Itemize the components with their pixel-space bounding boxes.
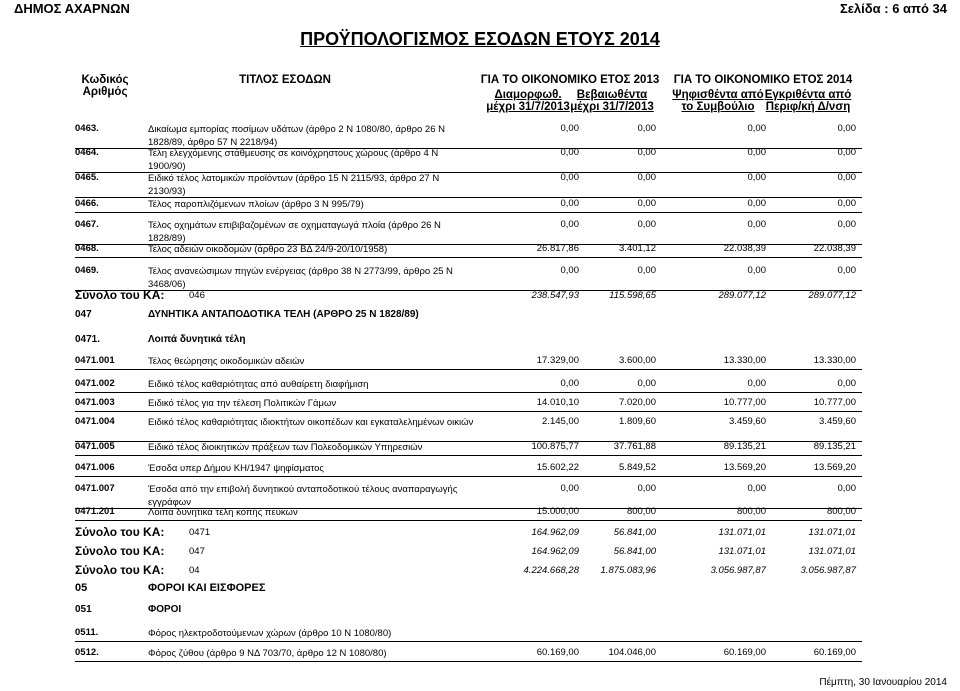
row-code: 0466. xyxy=(75,198,99,209)
row-value: 0,00 xyxy=(560,147,579,158)
row-divider xyxy=(75,520,862,521)
row-value: 0,00 xyxy=(560,123,579,134)
total-value: 131.071,01 xyxy=(718,527,766,538)
row-value: 0,00 xyxy=(837,123,856,134)
row-value: 13.330,00 xyxy=(723,355,766,366)
row-code: 0468. xyxy=(75,243,99,254)
total-code: 046 xyxy=(189,290,205,301)
row-code: 0471.201 xyxy=(75,506,115,517)
row-value: 13.330,00 xyxy=(813,355,856,366)
row-value: 17.329,00 xyxy=(536,355,579,366)
total-value: 131.071,01 xyxy=(718,546,766,557)
total-code: 0471 xyxy=(189,527,211,538)
row-description: Λοιπά δυνητικά τέλη κοπής πεύκων xyxy=(148,507,298,518)
row-value: 7.020,00 xyxy=(619,397,656,408)
page-title: ΠΡΟΫΠΟΛΟΓΙΣΜΟΣ ΕΣΟΔΩΝ ΕΤΟΥΣ 2014 xyxy=(300,29,660,49)
row-value: 22.038,39 xyxy=(813,243,856,254)
row-value: 13.569,20 xyxy=(813,462,856,473)
row-value: 0,00 xyxy=(747,123,766,134)
row-description: Ειδικό τέλος καθαριότητας ιδιοκτήτων οικοπέδων και εγκαταλελημένων οικιών xyxy=(148,417,474,428)
row-value: 22.038,39 xyxy=(723,243,766,254)
total-value: 164.962,09 xyxy=(531,527,579,538)
row-divider xyxy=(75,392,862,393)
row-value: 0,00 xyxy=(747,265,766,276)
row-divider xyxy=(75,455,862,456)
row-value: 0,00 xyxy=(637,265,656,276)
total-value: 56.841,00 xyxy=(613,527,656,538)
total-label: Σύνολο του ΚΑ: xyxy=(75,288,165,302)
row-value: 37.761,88 xyxy=(613,441,656,452)
section-title: Λοιπά δυνητικά τέλη xyxy=(148,334,246,345)
section-code: 05 xyxy=(75,582,88,594)
row-value: 800,00 xyxy=(626,506,656,517)
total-value: 131.071,01 xyxy=(808,546,856,557)
row-value: 60.169,00 xyxy=(813,647,856,658)
row-code: 0512. xyxy=(75,647,99,658)
row-divider xyxy=(75,212,862,213)
row-value: 0,00 xyxy=(747,198,766,209)
row-value: 104.046,00 xyxy=(608,647,656,658)
row-value: 10.777,00 xyxy=(813,397,856,408)
row-divider xyxy=(75,257,862,258)
row-value: 0,00 xyxy=(837,172,856,183)
col-c3-header: Ψηφισθέντα από το Συμβούλιο xyxy=(672,89,764,113)
row-value: 0,00 xyxy=(560,172,579,183)
row-value: 0,00 xyxy=(560,265,579,276)
section-code: 0471. xyxy=(75,334,101,345)
row-description: Έσοδα υπερ Δήμου ΚΗ/1947 ψηφίσματος xyxy=(148,463,324,474)
row-divider xyxy=(75,369,862,370)
total-code: 04 xyxy=(189,565,200,576)
row-value: 60.169,00 xyxy=(536,647,579,658)
section-title: ΦΟΡΟΙ ΚΑΙ ΕΙΣΦΟΡΕΣ xyxy=(148,582,266,594)
row-description: Δικαίωμα εμπορίας ποσίμων υδάτων (άρθρο 2 Ν 1080/80, άρθρο 26 Ν 1828/89, άρθρο 57 Ν 2218/94) xyxy=(148,124,445,148)
row-value: 0,00 xyxy=(837,219,856,230)
row-value: 89.135,21 xyxy=(723,441,766,452)
row-value: 3.401,12 xyxy=(619,243,656,254)
row-value: 14.010,10 xyxy=(536,397,579,408)
col-c2-header: Βεβαιωθέντα μέχρι 31/7/2013 xyxy=(570,89,654,113)
row-value: 3.459,60 xyxy=(729,416,766,427)
row-value: 5.849,52 xyxy=(619,462,656,473)
col-2014-header: ΓΙΑ ΤΟ ΟΙΚΟΝΟΜΙΚΟ ΕΤΟΣ 2014 xyxy=(673,74,853,86)
col-code-header: Κωδικός Αριθμός xyxy=(81,74,129,98)
total-value: 1.875.083,96 xyxy=(600,565,656,576)
row-description: Ειδικό τέλος για την τέλεση Πολιτικών Γάμων xyxy=(148,398,337,409)
municipality-name: ΔΗΜΟΣ ΑΧΑΡΝΩΝ xyxy=(14,1,130,16)
row-code: 0471.001 xyxy=(75,355,115,366)
row-value: 100.875,77 xyxy=(531,441,579,452)
row-value: 3.600,00 xyxy=(619,355,656,366)
row-value: 0,00 xyxy=(637,172,656,183)
row-description: Τέλος οχημάτων επιβιβαζομένων σε οχηματαγωγά πλοία (άρθρο 26 Ν 1828/89) xyxy=(148,220,441,244)
row-value: 0,00 xyxy=(560,219,579,230)
row-value: 0,00 xyxy=(637,219,656,230)
total-value: 289.077,12 xyxy=(808,290,856,301)
row-value: 0,00 xyxy=(837,265,856,276)
row-value: 15.000,00 xyxy=(536,506,579,517)
row-code: 0471.006 xyxy=(75,462,115,473)
total-label: Σύνολο του ΚΑ: xyxy=(75,563,165,577)
row-value: 0,00 xyxy=(637,483,656,494)
row-description: Τέλη ελεγχόμενης στάθμευσης σε κοινόχρηστους χώρους (άρθρο 4 Ν 1900/90) xyxy=(148,148,439,172)
row-value: 13.569,20 xyxy=(723,462,766,473)
total-value: 131.071,01 xyxy=(808,527,856,538)
row-value: 10.777,00 xyxy=(723,397,766,408)
total-label: Σύνολο του ΚΑ: xyxy=(75,525,165,539)
row-value: 0,00 xyxy=(560,378,579,389)
row-divider xyxy=(75,476,862,477)
total-value: 164.962,09 xyxy=(531,546,579,557)
total-label: Σύνολο του ΚΑ: xyxy=(75,544,165,558)
total-value: 56.841,00 xyxy=(613,546,656,557)
row-description: Τέλος αδειών οικοδομών (άρθρο 23 ΒΔ 24/9-20/10/1958) xyxy=(148,244,388,255)
total-value: 4.224.668,28 xyxy=(523,565,579,576)
col-2013-header: ΓΙΑ ΤΟ ΟΙΚΟΝΟΜΙΚΟ ΕΤΟΣ 2013 xyxy=(480,74,660,86)
row-description: Φόρος ηλεκτροδοτούμενων χώρων (άρθρο 10 Ν 1080/80) xyxy=(148,628,392,639)
total-code: 047 xyxy=(189,546,205,557)
row-value: 26.817,86 xyxy=(536,243,579,254)
row-value: 2.145,00 xyxy=(542,416,579,427)
row-value: 0,00 xyxy=(837,378,856,389)
total-value: 3.056.987,87 xyxy=(800,565,856,576)
row-code: 0464. xyxy=(75,147,99,158)
row-divider xyxy=(75,411,862,412)
row-code: 0465. xyxy=(75,172,99,183)
row-value: 0,00 xyxy=(637,123,656,134)
total-value: 115.598,65 xyxy=(609,290,656,301)
row-value: 0,00 xyxy=(637,378,656,389)
row-code: 0471.002 xyxy=(75,378,115,389)
row-value: 0,00 xyxy=(747,172,766,183)
row-value: 0,00 xyxy=(747,378,766,389)
row-value: 89.135,21 xyxy=(813,441,856,452)
row-code: 0471.003 xyxy=(75,397,115,408)
row-description: Τέλος ανανεώσιμων πηγών ενέργειας (άρθρο 38 Ν 2773/99, άρθρο 25 Ν 3468/06) xyxy=(148,266,453,290)
col-c4-header: Εγκριθέντα από Περιφ/κή Δ/νση xyxy=(764,89,852,113)
row-description: Ειδικό τέλος λατομικών προϊόντων (άρθρο 15 Ν 2115/93, άρθρο 27 Ν 2130/93) xyxy=(148,173,440,197)
total-value: 3.056.987,87 xyxy=(710,565,766,576)
row-value: 3.459,60 xyxy=(819,416,856,427)
row-value: 15.602,22 xyxy=(536,462,579,473)
total-value: 238.547,93 xyxy=(531,290,579,301)
row-value: 0,00 xyxy=(837,198,856,209)
section-title: ΔΥΝΗΤΙΚΑ ΑΝΤΑΠΟΔΟΤΙΚΑ ΤΕΛΗ (ΑΡΘΡΟ 25 Ν 1828/89) xyxy=(148,309,419,320)
row-value: 0,00 xyxy=(637,147,656,158)
row-code: 0467. xyxy=(75,219,99,230)
page-indicator: Σελίδα : 6 από 34 xyxy=(839,1,947,16)
row-description: Τέλος παροπλιζόμενων πλοίων (άρθρο 3 Ν 995/79) xyxy=(148,199,364,210)
section-code: 047 xyxy=(75,309,92,320)
row-value: 0,00 xyxy=(747,147,766,158)
row-value: 60.169,00 xyxy=(723,647,766,658)
row-value: 0,00 xyxy=(637,198,656,209)
row-value: 800,00 xyxy=(736,506,766,517)
col-title-header: ΤΙΤΛΟΣ ΕΣΟΔΩΝ xyxy=(239,74,331,86)
row-divider xyxy=(75,661,862,662)
row-value: 1.809,60 xyxy=(619,416,656,427)
row-description: Ειδικό τέλος καθαριότητας από αυθαίρετη διαφήμιση xyxy=(148,379,369,390)
section-title: ΦΟΡΟΙ xyxy=(148,604,182,615)
row-code: 0511. xyxy=(75,627,99,638)
row-code: 0471.004 xyxy=(75,416,115,427)
row-code: 0469. xyxy=(75,265,99,276)
row-description: Φόρος ζύθου (άρθρο 9 ΝΔ 703/70, άρθρο 12 Ν 1080/80) xyxy=(148,648,387,659)
col-c1-header: Διαμορφωθ. μέχρι 31/7/2013 xyxy=(486,89,570,113)
row-description: Ειδικό τέλος διοικητικών πράξεων των Πολεοδομικών Υπηρεσιών xyxy=(148,442,423,453)
row-code: 0471.007 xyxy=(75,483,115,494)
row-value: 0,00 xyxy=(747,483,766,494)
row-value: 0,00 xyxy=(560,198,579,209)
row-value: 0,00 xyxy=(747,219,766,230)
footer-date: Πέμπτη, 30 Ιανουαρίου 2014 xyxy=(819,677,947,688)
row-code: 0471.005 xyxy=(75,441,115,452)
row-value: 0,00 xyxy=(837,147,856,158)
row-value: 0,00 xyxy=(560,483,579,494)
row-divider xyxy=(75,641,862,642)
section-code: 051 xyxy=(75,604,92,615)
row-description: Τέλος θεώρησης οικοδομικών αδειών xyxy=(148,356,305,367)
row-description: Έσοδα από την επιβολή δυνητικού ανταποδοτικού τέλους αναπαραγωγής εγγράφων xyxy=(148,484,458,508)
total-value: 289.077,12 xyxy=(718,290,766,301)
row-value: 800,00 xyxy=(826,506,856,517)
row-code: 0463. xyxy=(75,123,99,134)
row-value: 0,00 xyxy=(837,483,856,494)
